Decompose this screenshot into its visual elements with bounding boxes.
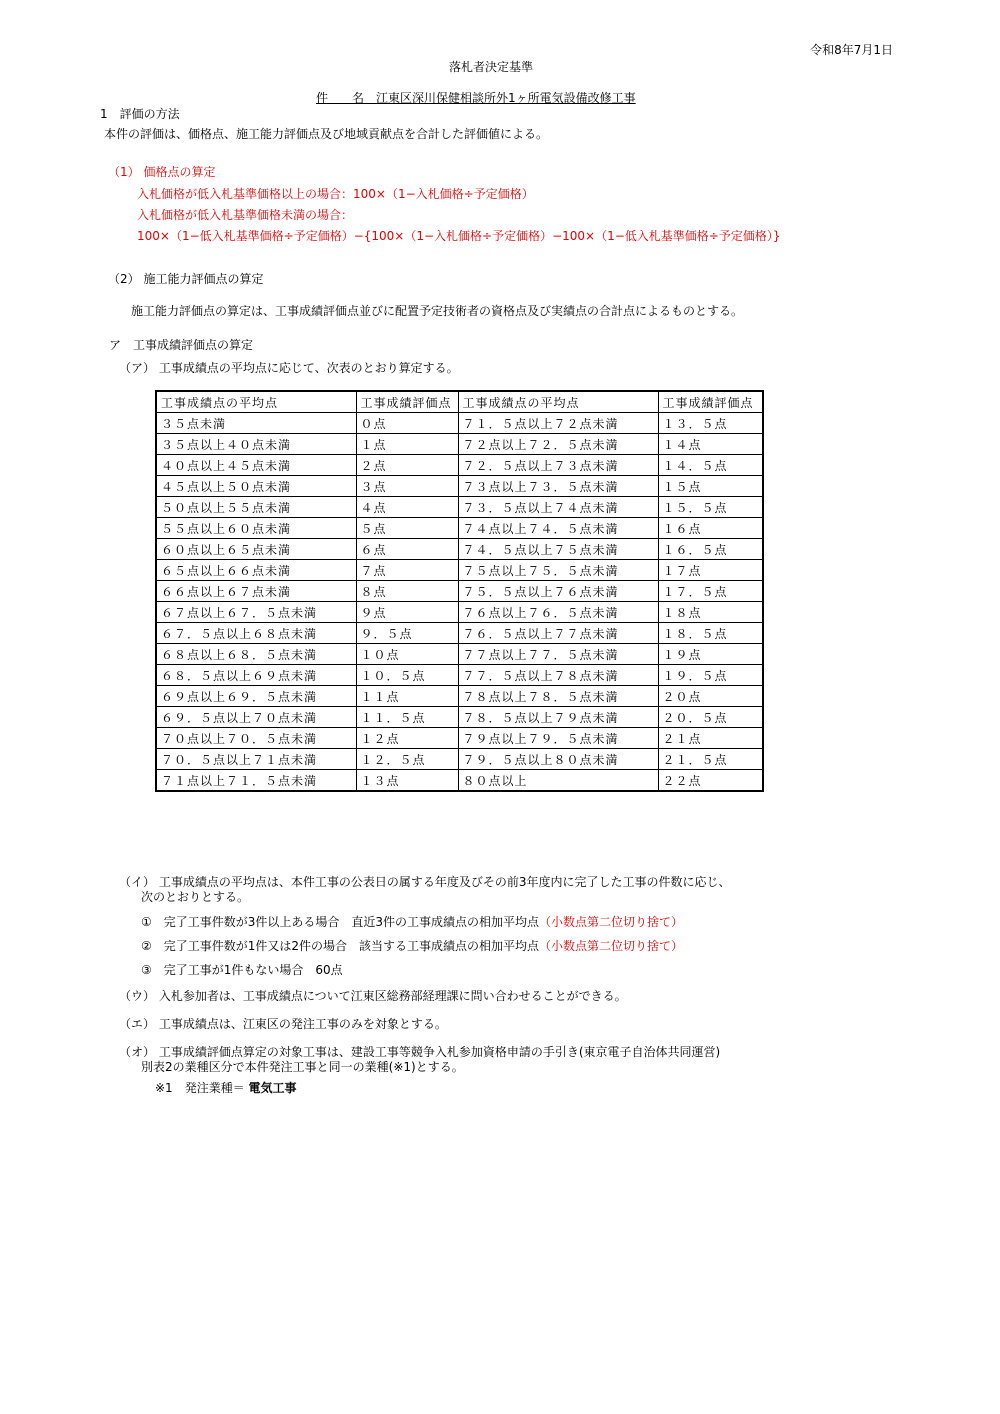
avg-score-left-cell: ６６点以上６７点未満	[156, 581, 356, 602]
note-u: （ウ） 入札参加者は、工事成績点について江東区総務部経理課に問い合わせることができる。	[119, 989, 627, 1003]
avg-score-right-cell: ７３．５点以上７４点未満	[458, 497, 658, 518]
eval-score-left-cell: ３点	[356, 476, 458, 497]
section-heading-evaluation: 1 評価の方法	[100, 107, 180, 121]
condition-2	[141, 939, 683, 953]
header-avg-right: 工事成績点の平均点	[458, 391, 658, 413]
document-date: 令和8年7月1日	[810, 43, 893, 57]
avg-score-left-cell: ６９．５点以上７０点未満	[156, 707, 356, 728]
eval-score-right-cell: １５．５点	[658, 497, 763, 518]
header-avg-left: 工事成績点の平均点	[156, 391, 356, 413]
avg-score-left-cell: ７１点以上７１．５点未満	[156, 770, 356, 792]
eval-score-right-cell: １６点	[658, 518, 763, 539]
note-i-line1: （イ） 工事成績点の平均点は、本件工事の公表日の属する年度及びその前3年度内に完了した工事の件数に応じ、	[119, 875, 731, 889]
eval-score-right-cell: １８．５点	[658, 623, 763, 644]
eval-score-left-cell: ２点	[356, 455, 458, 476]
eval-score-left-cell: １１．５点	[356, 707, 458, 728]
eval-score-left-cell: ６点	[356, 539, 458, 560]
condition-2-text: ② 完了工事件数が1件又は2件の場合 該当する工事成績点の相加平均点	[141, 939, 540, 953]
avg-score-right-cell: ７１．５点以上７２点未満	[458, 413, 658, 434]
table-row	[156, 539, 763, 560]
capability-heading: （2） 施工能力評価点の算定	[108, 272, 264, 286]
avg-score-right-cell: ７９．５点以上８０点未満	[458, 749, 658, 770]
document-title: 落札者決定基準	[449, 60, 534, 74]
table-row	[156, 581, 763, 602]
table-row	[156, 434, 763, 455]
avg-score-left-cell: ６７点以上６７．５点未満	[156, 602, 356, 623]
eval-score-left-cell: ７点	[356, 560, 458, 581]
eval-score-right-cell: ２１．５点	[658, 749, 763, 770]
avg-score-left-cell: ７０．５点以上７１点未満	[156, 749, 356, 770]
note-e: （エ） 工事成績点は、江東区の発注工事のみを対象とする。	[119, 1017, 447, 1031]
eval-score-right-cell: ２０．５点	[658, 707, 763, 728]
avg-score-right-cell: ７７点以上７７．５点未満	[458, 644, 658, 665]
table-row	[156, 623, 763, 644]
condition-1-rounding: （小数点第二位切り捨て）	[539, 915, 684, 929]
eval-score-right-cell: １４点	[658, 434, 763, 455]
eval-score-left-cell: ９点	[356, 602, 458, 623]
avg-score-right-cell: ７７．５点以上７８点未満	[458, 665, 658, 686]
table-row	[156, 476, 763, 497]
avg-score-left-cell: ４５点以上５０点未満	[156, 476, 356, 497]
avg-score-left-cell: ７０点以上７０．５点未満	[156, 728, 356, 749]
eval-score-left-cell: ５点	[356, 518, 458, 539]
avg-score-left-cell: ５５点以上６０点未満	[156, 518, 356, 539]
avg-score-left-cell: ６８．５点以上６９点未満	[156, 665, 356, 686]
table-row	[156, 728, 763, 749]
eval-score-left-cell: １２．５点	[356, 749, 458, 770]
avg-score-right-cell: ７５．５点以上７６点未満	[458, 581, 658, 602]
footnote	[155, 1081, 297, 1095]
table-row	[156, 686, 763, 707]
avg-score-left-cell: ６７．５点以上６８点未満	[156, 623, 356, 644]
condition-2-rounding: （小数点第二位切り捨て）	[539, 939, 684, 953]
footnote-value: 電気工事	[248, 1081, 297, 1095]
eval-score-left-cell: １２点	[356, 728, 458, 749]
avg-score-right-cell: ７３点以上７３．５点未満	[458, 476, 658, 497]
eval-score-left-cell: １３点	[356, 770, 458, 792]
table-row	[156, 665, 763, 686]
note-o-line2: 別表2の業種区分で本件発注工事と同一の業種(※1)とする。	[141, 1060, 464, 1074]
eval-score-left-cell: ４点	[356, 497, 458, 518]
eval-score-right-cell: １９点	[658, 644, 763, 665]
eval-score-right-cell: ２０点	[658, 686, 763, 707]
project-line	[316, 91, 636, 105]
avg-score-right-cell: ７８．５点以上７９点未満	[458, 707, 658, 728]
avg-score-right-cell: ７５点以上７５．５点未満	[458, 560, 658, 581]
eval-score-right-cell: １７．５点	[658, 581, 763, 602]
eval-score-right-cell: １７点	[658, 560, 763, 581]
capability-description: 施工能力評価点の算定は、工事成績評価点並びに配置予定技術者の資格点及び実績点の合計点によるものとする。	[131, 304, 744, 318]
eval-score-left-cell: １点	[356, 434, 458, 455]
avg-score-right-cell: ８０点以上	[458, 770, 658, 792]
avg-score-right-cell: ７４．５点以上７５点未満	[458, 539, 658, 560]
eval-score-right-cell: １３．５点	[658, 413, 763, 434]
avg-score-right-cell: ７４点以上７４．５点未満	[458, 518, 658, 539]
condition-1	[141, 915, 683, 929]
table-row	[156, 644, 763, 665]
evaluation-intro: 本件の評価は、価格点、施工能力評価点及び地域貢献点を合計した評価値による。	[104, 127, 549, 141]
eval-score-right-cell: １９．５点	[658, 665, 763, 686]
eval-score-left-cell: ８点	[356, 581, 458, 602]
eval-score-left-cell: ９．５点	[356, 623, 458, 644]
avg-score-left-cell: ６９点以上６９．５点未満	[156, 686, 356, 707]
price-heading: （1） 価格点の算定	[108, 165, 216, 179]
condition-3: ③ 完了工事が1件もない場合 60点	[141, 963, 343, 977]
price-formula-below-label: 入札価格が低入札基準価格未満の場合：	[137, 208, 354, 222]
eval-score-left-cell: １０点	[356, 644, 458, 665]
avg-score-right-cell: ７６点以上７６．５点未満	[458, 602, 658, 623]
eval-score-left-cell: ０点	[356, 413, 458, 434]
eval-score-right-cell: １４．５点	[658, 455, 763, 476]
eval-score-right-cell: １６．５点	[658, 539, 763, 560]
avg-score-left-cell: ６５点以上６６点未満	[156, 560, 356, 581]
note-i-line2: 次のとおりとする。	[141, 890, 250, 904]
table-row	[156, 749, 763, 770]
avg-score-left-cell: ６８点以上６８．５点未満	[156, 644, 356, 665]
table-row	[156, 602, 763, 623]
score-table	[155, 390, 764, 792]
avg-score-right-cell: ７８点以上７８．５点未満	[458, 686, 658, 707]
avg-score-left-cell: ６０点以上６５点未満	[156, 539, 356, 560]
table-body	[156, 413, 763, 792]
table-row	[156, 413, 763, 434]
header-eval-left: 工事成績評価点	[356, 391, 458, 413]
eval-score-left-cell: １１点	[356, 686, 458, 707]
subsection-a-heading: ア 工事成績評価点の算定	[109, 338, 254, 352]
table-row	[156, 707, 763, 728]
table-row	[156, 497, 763, 518]
table-row	[156, 770, 763, 792]
eval-score-right-cell: １８点	[658, 602, 763, 623]
avg-score-left-cell: ４０点以上４５点未満	[156, 455, 356, 476]
table-row	[156, 455, 763, 476]
eval-score-right-cell: １５点	[658, 476, 763, 497]
table-row	[156, 560, 763, 581]
avg-score-left-cell: ３５点以上４０点未満	[156, 434, 356, 455]
avg-score-right-cell: ７２点以上７２．５点未満	[458, 434, 658, 455]
eval-score-right-cell: ２１点	[658, 728, 763, 749]
eval-score-left-cell: １０．５点	[356, 665, 458, 686]
table-row	[156, 518, 763, 539]
eval-score-right-cell: ２２点	[658, 770, 763, 792]
avg-score-right-cell: ７９点以上７９．５点未満	[458, 728, 658, 749]
avg-score-left-cell: ３５点未満	[156, 413, 356, 434]
project-label: 件 名	[316, 91, 365, 105]
price-formula-above: 入札価格が低入札基準価格以上の場合：100×（1−入札価格÷予定価格）	[137, 187, 534, 201]
condition-1-text: ① 完了工事件数が3件以上ある場合 直近3件の工事成績点の相加平均点	[141, 915, 540, 929]
price-formula-below: 100×（1−低入札基準価格÷予定価格）−{100×（1−入札価格÷予定価格）−100×（1−低入札基準価格÷予定価格）}	[137, 229, 781, 243]
header-eval-right: 工事成績評価点	[658, 391, 763, 413]
project-name: 江東区深川保健相談所外1ヶ所電気設備改修工事	[376, 91, 636, 105]
footnote-label: ※1 発注業種＝	[155, 1081, 245, 1095]
note-o-line1: （オ） 工事成績評価点算定の対象工事は、建設工事等競争入札参加資格申請の手引き(東京電子自治体共同運営)	[119, 1045, 721, 1059]
table-header-row	[156, 391, 763, 413]
avg-score-right-cell: ７６．５点以上７７点未満	[458, 623, 658, 644]
avg-score-left-cell: ５０点以上５５点未満	[156, 497, 356, 518]
subsection-a-intro: （ア） 工事成績点の平均点に応じて、次表のとおり算定する。	[119, 361, 459, 375]
avg-score-right-cell: ７２．５点以上７３点未満	[458, 455, 658, 476]
